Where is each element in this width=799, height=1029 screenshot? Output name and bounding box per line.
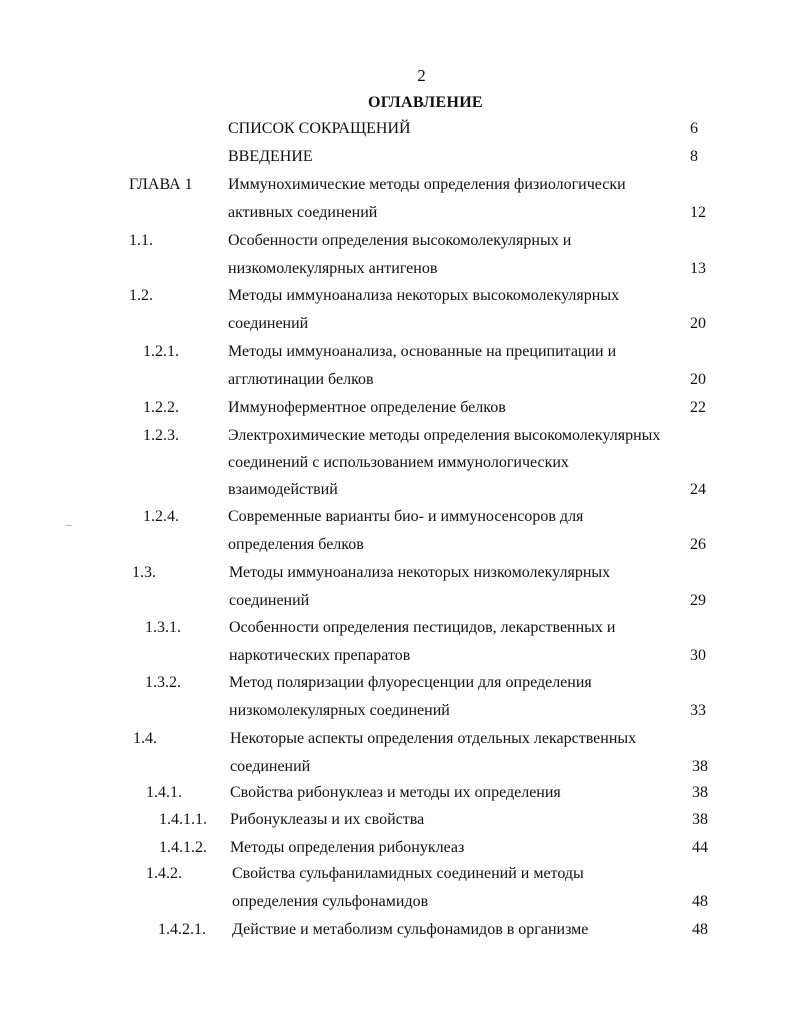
toc-entry-title: Современные варианты био- и иммуносенсоров для	[228, 508, 584, 525]
toc-entry-title: Иммуноферментное определение белков	[228, 399, 506, 416]
toc-entry-number: 1.3.2.	[145, 674, 181, 691]
toc-entry-title: Особенности определения высокомолекулярных и	[228, 232, 572, 249]
toc-entry-title: соединений	[230, 758, 311, 775]
toc-entry-page: 33	[690, 702, 706, 719]
toc-entry-page: 20	[690, 371, 706, 388]
toc-entry-page: 48	[692, 893, 708, 910]
toc-entry-title: Рибонуклеазы и их свойства	[230, 811, 425, 828]
toc-entry-title: низкомолекулярных антигенов	[228, 260, 438, 277]
toc-entry-line	[0, 368, 799, 392]
toc-entry-line	[0, 561, 799, 585]
toc-entry-number: 1.4.1.1.	[159, 811, 207, 828]
toc-entry-title: Особенности определения пестицидов, лекарственных и	[229, 619, 616, 636]
toc-entry-title: агглютинации белков	[228, 371, 374, 388]
toc-entry-title: Свойства рибонуклеаз и методы их определения	[230, 784, 561, 801]
toc-entry-line	[0, 229, 799, 253]
toc-entry-page: 38	[692, 784, 708, 801]
toc-entry-line	[0, 918, 799, 942]
toc-entry-number: 1.4.	[133, 730, 157, 747]
toc-entry-number: 1.2.4.	[143, 508, 179, 525]
toc-entry-line	[0, 644, 799, 668]
toc-entry-line	[0, 505, 799, 529]
toc-entry-line	[0, 808, 799, 832]
toc-entry-title: СПИСОК СОКРАЩЕНИЙ	[228, 120, 411, 137]
toc-entry-number: ГЛАВА 1	[129, 176, 193, 193]
toc-title: ОГЛАВЛЕНИЕ	[368, 94, 483, 111]
toc-entry-title: Методы иммуноанализа, основанные на преципитации и	[228, 343, 617, 360]
toc-entry-page: 29	[690, 592, 706, 609]
toc-entry-page: 24	[690, 481, 706, 498]
toc-entry-number: 1.1.	[129, 232, 153, 249]
toc-entry-title: определения сульфонамидов	[232, 893, 429, 910]
toc-entry-title: Свойства сульфаниламидных соединений и методы	[232, 865, 584, 882]
toc-entry-line	[0, 589, 799, 613]
toc-entry-line	[0, 173, 799, 197]
toc-entry-title: Методы иммуноанализа некоторых высокомолекулярных	[228, 287, 620, 304]
toc-entry-page: 13	[690, 260, 706, 277]
toc-entry-line	[0, 727, 799, 751]
page-number: 2	[417, 66, 426, 85]
toc-entry-title: низкомолекулярных соединений	[229, 702, 450, 719]
toc-entry-line	[0, 616, 799, 640]
toc-entry-title: ВВЕДЕНИЕ	[228, 148, 313, 165]
toc-entry-line	[0, 836, 799, 860]
toc-entry-line	[0, 862, 799, 886]
toc-entry-line	[0, 201, 799, 225]
toc-entry-number: 1.2.3.	[143, 427, 179, 444]
toc-entry-page: 20	[690, 315, 706, 332]
toc-entry-line	[0, 781, 799, 805]
toc-entry-line	[0, 890, 799, 914]
toc-entry-number: 1.3.	[132, 564, 156, 581]
toc-entry-page: 38	[692, 758, 708, 775]
toc-entry-page: 26	[690, 536, 706, 553]
toc-entry-line	[0, 340, 799, 364]
toc-entry-number: 1.2.	[129, 287, 153, 304]
toc-entry-line	[0, 755, 799, 779]
toc-entry-page: 38	[692, 811, 708, 828]
toc-entry-page: 8	[690, 148, 698, 165]
toc-entry-title: Электрохимические методы определения высокомолекулярных	[228, 427, 661, 444]
toc-entry-line	[0, 257, 799, 281]
toc-entry-page: 6	[690, 120, 698, 137]
toc-entry-title: Методы определения рибонуклеаз	[230, 839, 465, 856]
toc-entry-line	[0, 478, 799, 502]
toc-entry-number: 1.2.1.	[143, 343, 179, 360]
toc-entry-line	[0, 117, 799, 141]
toc-entry-line	[0, 396, 799, 420]
toc-entry-title: Методы иммуноанализа некоторых низкомолекулярных	[229, 564, 611, 581]
toc-entry-number: 1.3.1.	[145, 619, 181, 636]
toc-entry-number: 1.4.2.1.	[158, 921, 206, 938]
toc-entry-line	[0, 699, 799, 723]
toc-entry-line	[0, 284, 799, 308]
toc-entry-title: Иммунохимические методы определения физиологически	[228, 176, 626, 193]
toc-entry-number: 1.2.2.	[143, 399, 179, 416]
toc-entry-line	[0, 671, 799, 695]
toc-entry-line	[0, 145, 799, 169]
toc-entry-title: Метод поляризации флуоресценции для определения	[229, 674, 592, 691]
toc-entry-title: соединений	[228, 315, 309, 332]
toc-entry-number: 1.4.2.	[146, 865, 182, 882]
toc-entry-title: взаимодействий	[228, 481, 338, 498]
toc-entry-line	[0, 451, 799, 475]
toc-entry-line	[0, 533, 799, 557]
toc-entry-number: 1.4.1.	[146, 784, 182, 801]
toc-entry-title: определения белков	[228, 536, 364, 553]
toc-entry-line	[0, 312, 799, 336]
toc-entry-line	[0, 424, 799, 448]
toc-entry-title: соединений	[229, 592, 310, 609]
toc-entry-title: Некоторые аспекты определения отдельных лекарственных	[230, 730, 637, 747]
toc-entry-page: 12	[690, 204, 706, 221]
toc-entry-number: 1.4.1.2.	[159, 839, 207, 856]
toc-entry-title: наркотических препаратов	[229, 647, 411, 664]
toc-entry-title: соединений с использованием иммунологических	[228, 454, 569, 471]
toc-entry-title: Действие и метаболизм сульфонамидов в организме	[232, 921, 589, 938]
toc-entry-page: 44	[692, 839, 708, 856]
toc-entry-title: активных соединений	[228, 204, 378, 221]
toc-entry-page: 22	[690, 399, 706, 416]
toc-entry-page: 30	[690, 647, 706, 664]
toc-entry-page: 48	[692, 921, 708, 938]
